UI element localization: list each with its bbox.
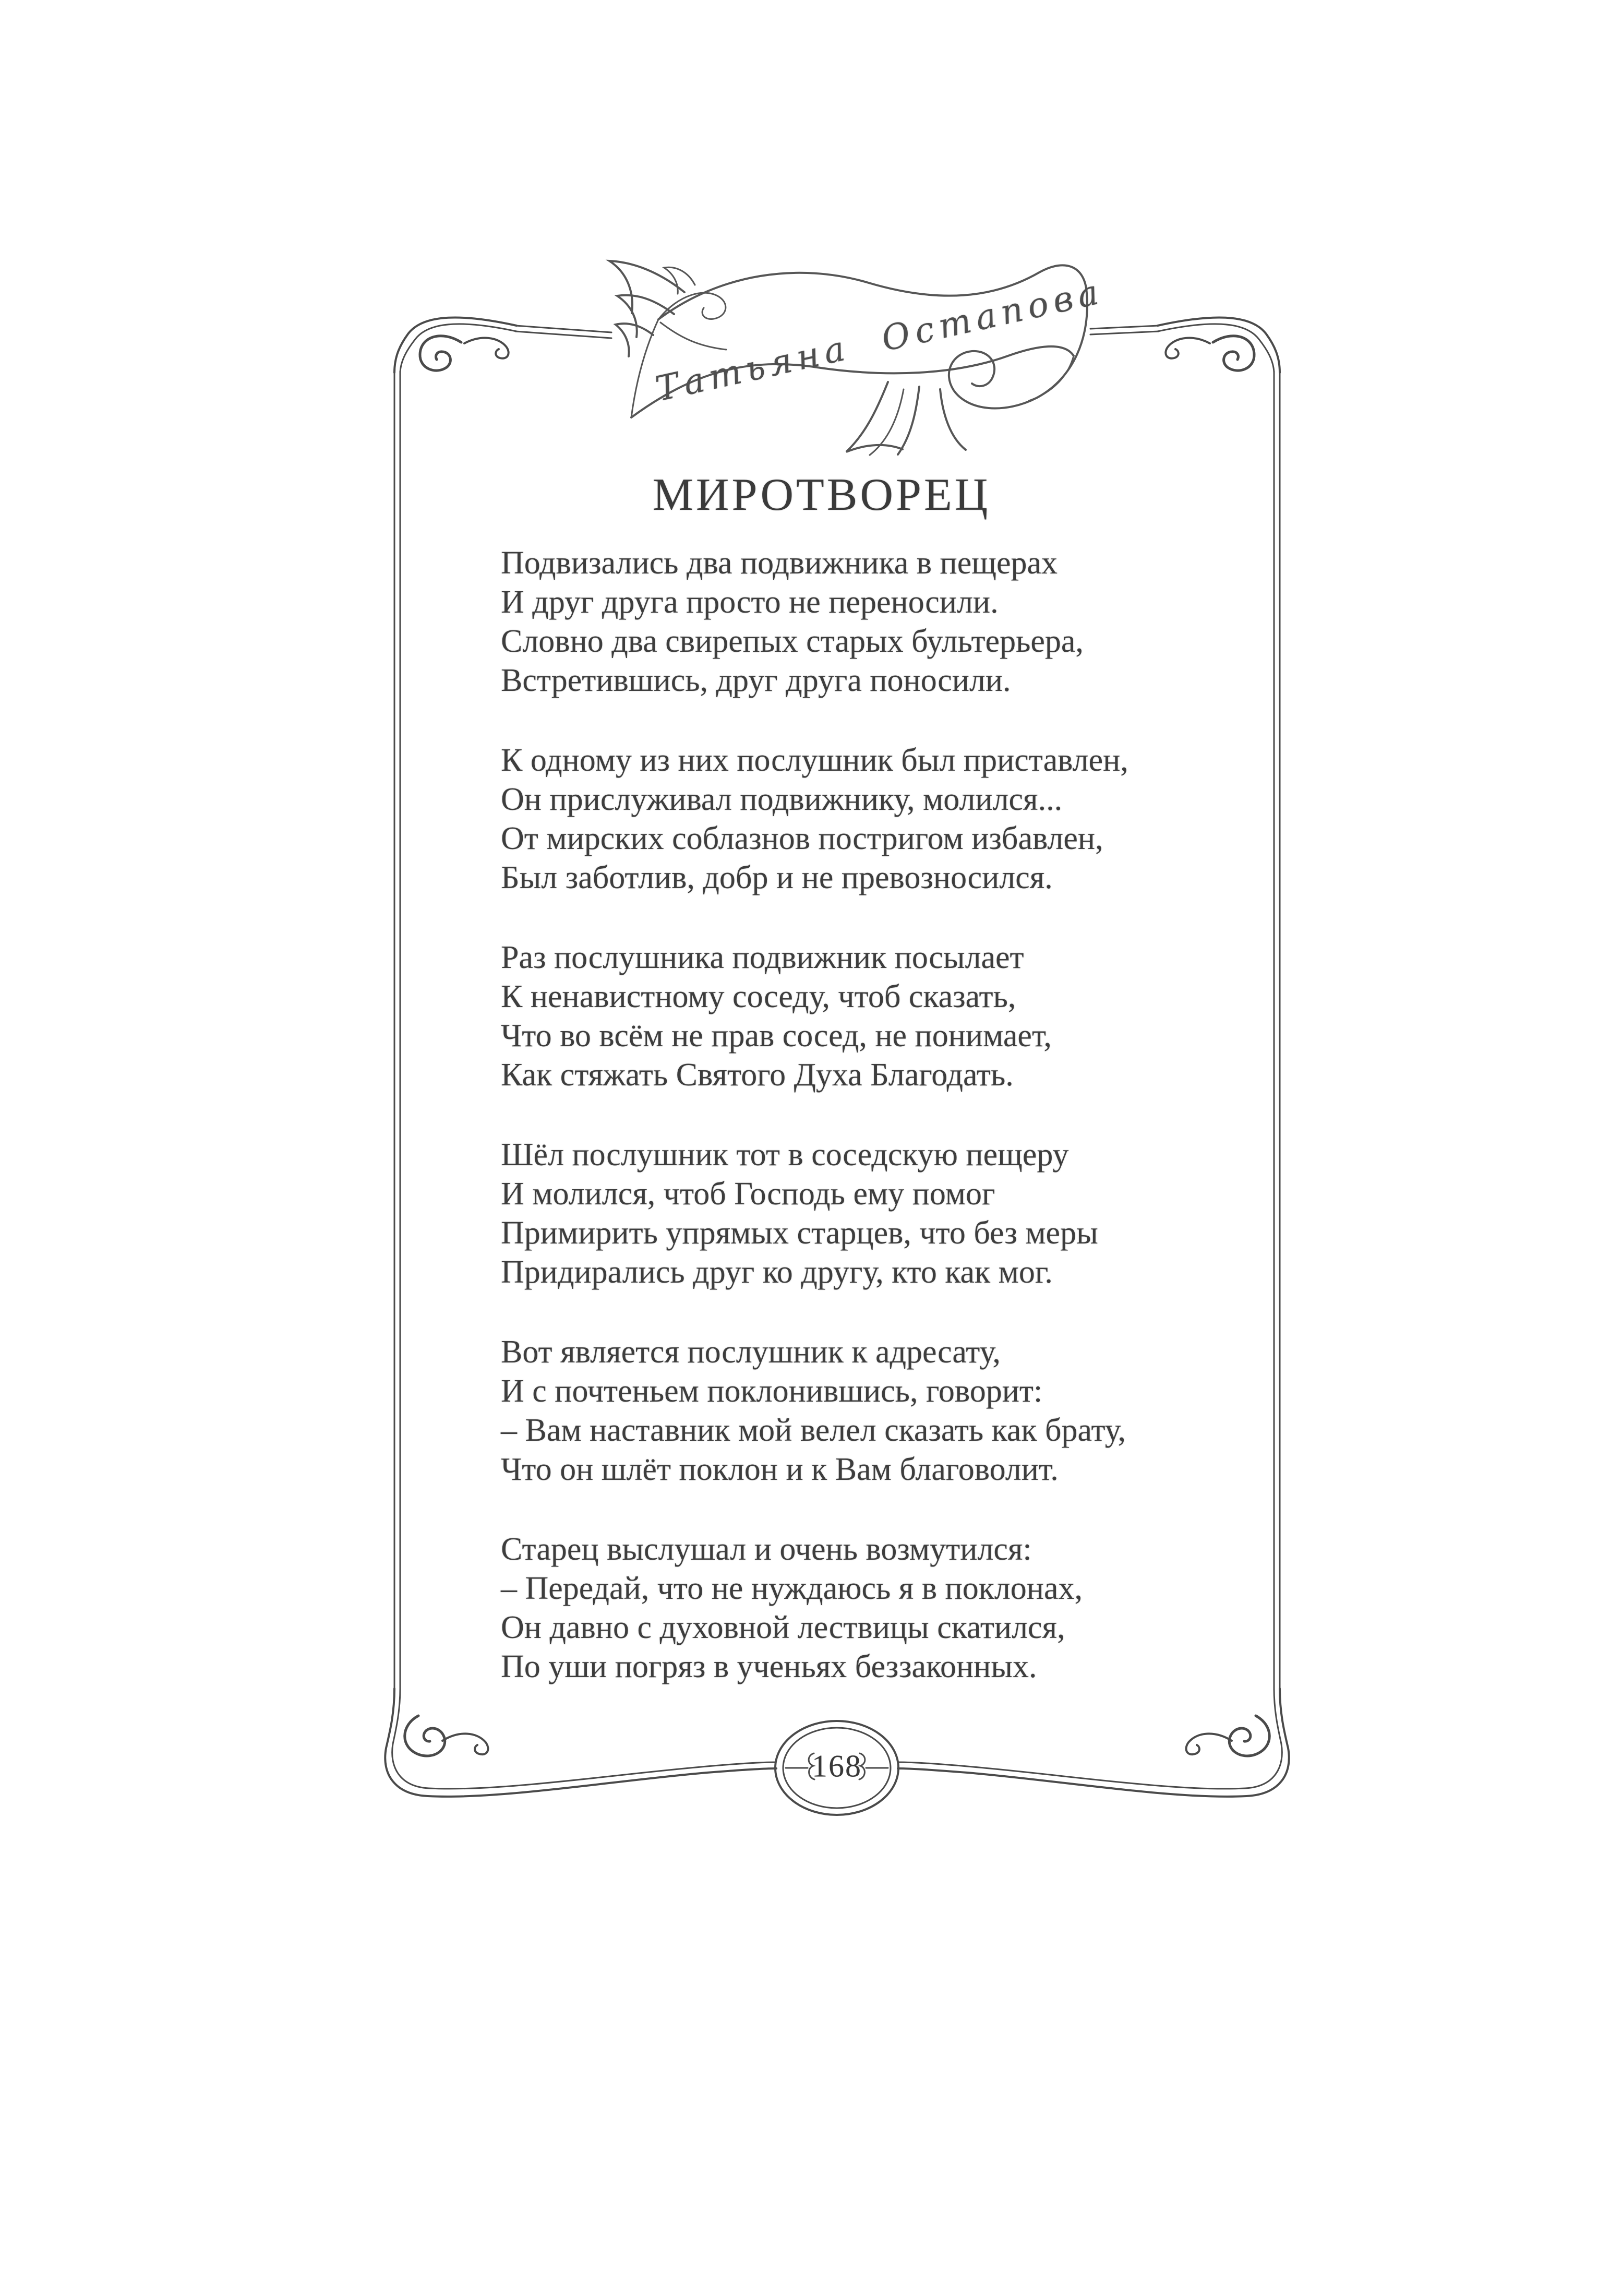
poem-title: МИРОТВОРЕЦ <box>652 470 991 520</box>
poem-line: И с почтеньем поклонившись, говорит: <box>501 1373 1043 1409</box>
poem-line: Он давно с духовной лествицы скатился, <box>501 1610 1065 1645</box>
acanthus-leaves-bottom <box>846 382 966 455</box>
poem-line: Что во всём не прав сосед, не понимает, <box>501 1018 1052 1054</box>
poem-line: Придирались друг ко другу, кто как мог. <box>501 1254 1053 1290</box>
author-name: Татьяна Остапова <box>652 271 1108 410</box>
poem-line: Словно два свирепых старых бультерьера, <box>501 624 1084 659</box>
stanza <box>501 1530 1283 1687</box>
corner-flourish-top-left <box>394 317 516 373</box>
stanza <box>501 544 1283 700</box>
poem-line: По уши погряз в ученьях беззаконных. <box>501 1649 1037 1684</box>
poem-line: И друг друга просто не переносили. <box>501 584 999 620</box>
poem-line: К ненавистному соседу, чтоб сказать, <box>501 979 1016 1014</box>
stanza <box>501 938 1283 1095</box>
poem-line: И молился, чтоб Господь ему помог <box>501 1176 995 1212</box>
poem-line: Раз послушника подвижник посылает <box>501 940 1024 975</box>
medallion-ornament-left <box>786 1753 814 1779</box>
poem-line: Как стяжать Святого Духа Благодать. <box>501 1057 1014 1093</box>
poem-line: От мирских соблазнов постригом избавлен, <box>501 821 1103 856</box>
poem-line: – Вам наставник мой велел сказать как брату, <box>501 1413 1126 1448</box>
poem-line: Старец выслушал и очень возмутился: <box>501 1532 1032 1567</box>
poem-body <box>501 544 1283 1687</box>
stanza <box>501 1333 1283 1489</box>
poem-line: Был заботлив, добр и не превозносился. <box>501 860 1053 895</box>
poem-line: Примирить упрямых старцев, что без меры <box>501 1215 1098 1251</box>
poem-line: – Передай, что не нуждаюсь я в поклонах, <box>501 1571 1083 1606</box>
poem-line: Встретившись, друг друга поносили. <box>501 663 1011 698</box>
poem-line: Вот является послушник к адресату, <box>501 1334 1001 1370</box>
corner-flourish-bottom-left <box>385 1689 776 1797</box>
poem-line: К одному из них послушник был приставлен, <box>501 743 1128 778</box>
poem-line: Что он шлёт поклон и к Вам благоволит. <box>501 1452 1059 1487</box>
poem-line: Он прислуживал подвижнику, молился... <box>501 782 1063 817</box>
corner-flourish-top-right <box>1158 317 1280 373</box>
stanza <box>501 741 1283 898</box>
page-number: 168 <box>812 1749 862 1784</box>
corner-flourish-bottom-right <box>898 1689 1289 1797</box>
acanthus-leaves-left <box>609 261 695 356</box>
poem-line: Подвизались два подвижника в пещерах <box>501 545 1058 581</box>
stanza <box>501 1135 1283 1292</box>
medallion-ornament-right <box>859 1753 888 1779</box>
poem-line: Шёл послушник тот в соседскую пещеру <box>501 1137 1069 1173</box>
